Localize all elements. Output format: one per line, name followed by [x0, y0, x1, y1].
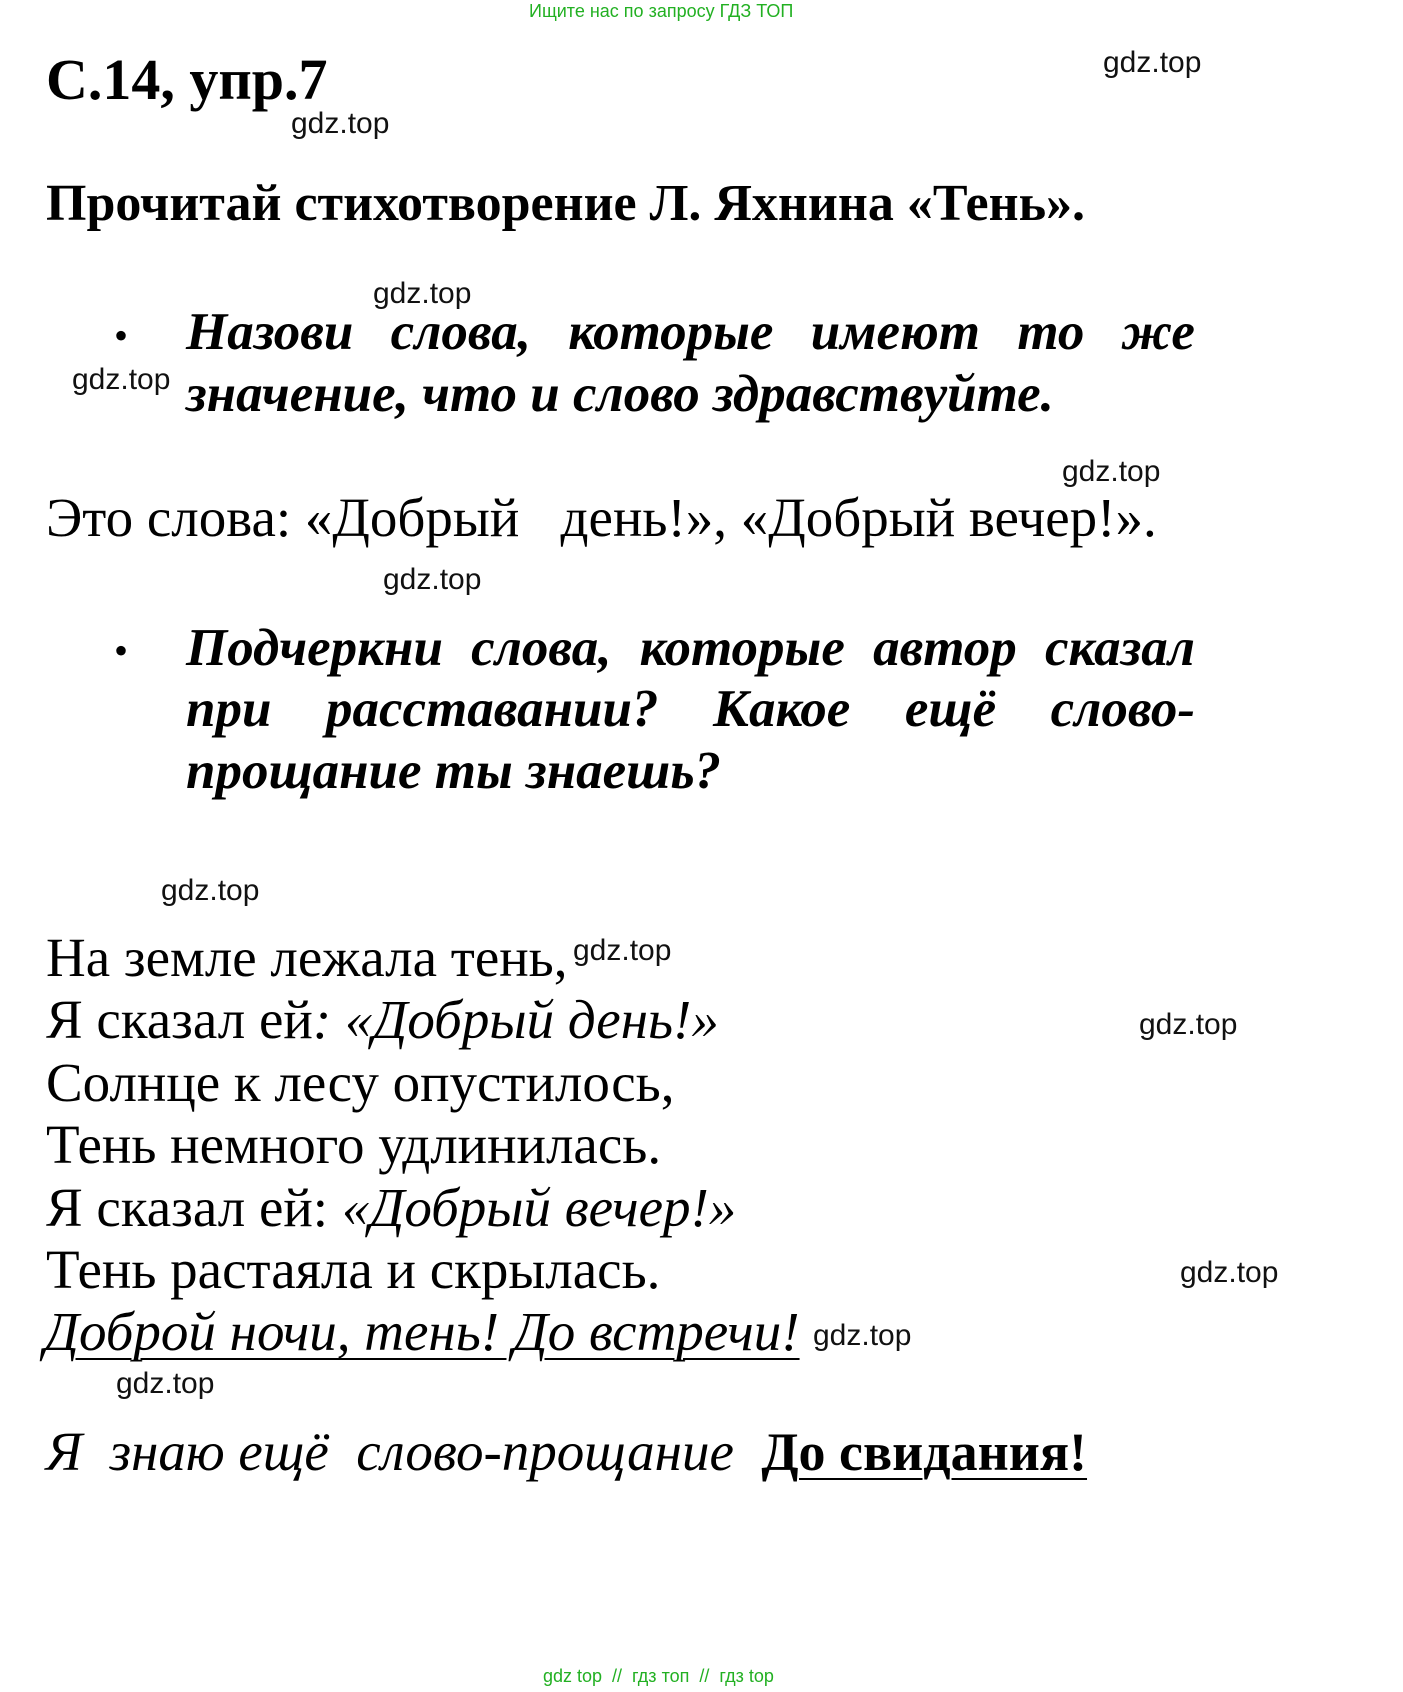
final-answer	[46, 1420, 1087, 1483]
bullet-icon: •	[114, 628, 129, 673]
watermark: gdz.top	[383, 563, 482, 596]
poem-line-5	[46, 1176, 736, 1239]
q2-word: Подчеркни	[186, 619, 443, 677]
poem-line-5-prefix: Я сказал ей:	[46, 1177, 342, 1238]
q2-word: слово-	[1050, 680, 1195, 738]
watermark: gdz.top	[291, 107, 390, 140]
task-text: Прочитай стихотворение Л. Яхнина «Тень».	[46, 175, 1086, 232]
poem-line-4: Тень немного удлинилась.	[46, 1114, 662, 1175]
q1-word: слова,	[390, 303, 531, 361]
final-answer-word: До свидания!	[761, 1422, 1088, 1482]
poem-line-6: Тень растаяла и скрылась.	[46, 1239, 661, 1300]
poem-line-2-prefix: Я сказал ей	[46, 989, 313, 1050]
q2-word: Какое	[713, 680, 851, 738]
watermark: gdz.top	[373, 277, 472, 310]
watermark: gdz.top	[573, 934, 672, 967]
q2-word: автор	[873, 619, 1017, 677]
poem-line-1: На земле лежала тень,	[46, 927, 568, 988]
poem-line-3: Солнце к лесу опустилось,	[46, 1052, 675, 1113]
page-title: С.14, упр.7	[46, 47, 328, 112]
answer-1: Это слова: «Добрый день!», «Добрый вечер!».	[46, 487, 1157, 548]
poem-line-2	[46, 988, 719, 1051]
q1-word: Назови	[186, 303, 354, 361]
question-2-line-3: прощание ты знаешь?	[186, 742, 722, 800]
watermark: gdz.top	[161, 874, 260, 907]
question-1-line-1	[186, 302, 1195, 362]
q1-word: имеют	[810, 303, 980, 361]
poem-line-7-underlined: Доброй ночи, тень! До встречи!	[44, 1301, 800, 1362]
q1-word: то	[1017, 303, 1085, 361]
poem-line-5-quote: «Добрый вечер!»	[341, 1177, 737, 1238]
watermark: gdz.top	[72, 363, 171, 396]
q1-word: же	[1121, 303, 1195, 361]
q2-word: расставании?	[326, 680, 659, 738]
question-1-line-2: значение, что и слово здравствуйте.	[186, 365, 1054, 423]
poem-line-2-quote: «Добрый день!»	[331, 989, 719, 1050]
top-banner: Ищите нас по запросу ГДЗ ТОП	[529, 1, 794, 21]
watermark: gdz.top	[116, 1367, 215, 1400]
watermark: gdz.top	[1062, 455, 1161, 488]
q2-word: ещё	[904, 680, 997, 738]
bullet-icon: •	[114, 313, 129, 358]
watermark: gdz.top	[1180, 1256, 1279, 1289]
watermark: gdz.top	[1103, 46, 1202, 79]
q2-word: при	[186, 680, 272, 738]
question-2-line-2	[186, 679, 1195, 739]
question-2-line-1	[186, 618, 1195, 678]
watermark: gdz.top	[813, 1319, 912, 1352]
q1-word: которые	[568, 303, 774, 361]
watermark: gdz.top	[1139, 1008, 1238, 1041]
final-prefix: Я знаю ещё слово-прощание	[46, 1421, 734, 1482]
q2-word: сказал	[1045, 619, 1195, 677]
q2-word: слова,	[471, 619, 612, 677]
q2-word: которые	[639, 619, 845, 677]
footer: gdz top // гдз топ // гдз top	[543, 1666, 774, 1686]
poem-line-2-colon: :	[312, 989, 332, 1050]
